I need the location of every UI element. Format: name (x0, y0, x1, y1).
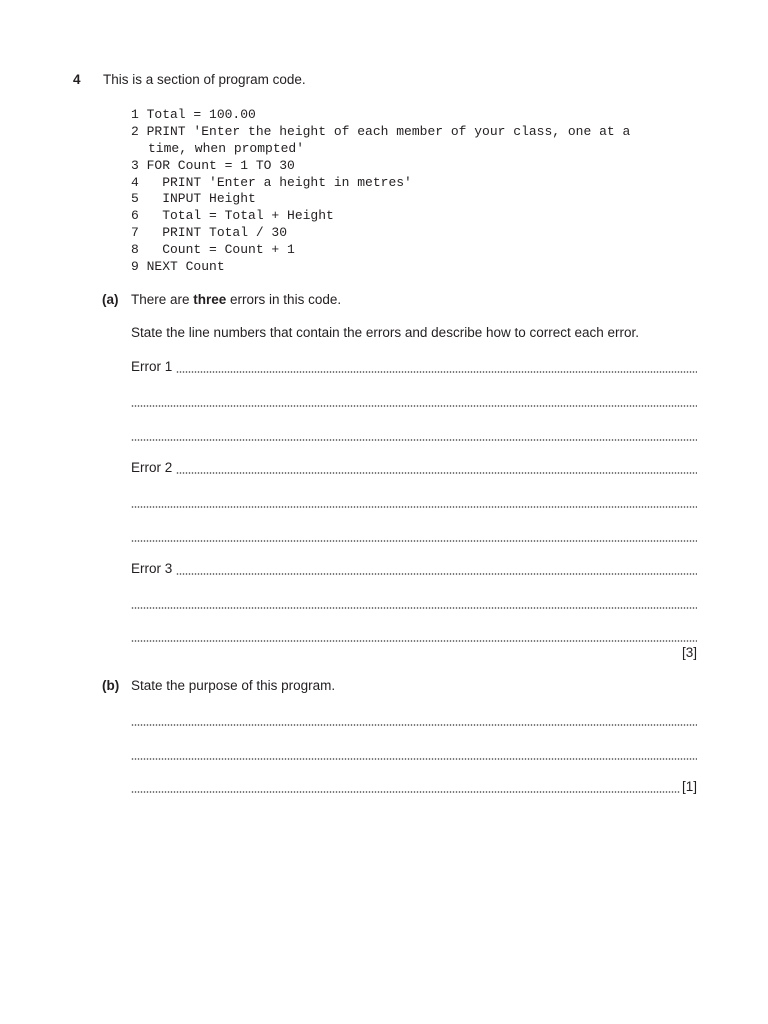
part-b-label: (b) (102, 678, 120, 693)
code-line: 5 INPUT Height (131, 191, 256, 207)
answer-dots (131, 746, 697, 760)
error-1-answer-line-2[interactable] (131, 393, 697, 408)
code-line: 6 Total = Total + Height (131, 208, 334, 224)
part-a-text-after: errors in this code. (226, 292, 342, 307)
part-b-question: State the purpose of this program. (131, 678, 336, 693)
part-a-instruction: State the line numbers that contain the errors and describe how to correct each error. (131, 325, 640, 340)
code-line: 7 PRINT Total / 30 (131, 225, 288, 241)
part-a-text-bold: three (193, 292, 227, 307)
part-a-label: (a) (102, 292, 119, 307)
answer-dots (176, 460, 697, 474)
code-line: 3 FOR Count = 1 TO 30 (131, 157, 295, 173)
part-b-answer-line-3[interactable] (131, 779, 697, 794)
error-3-answer-line-2[interactable] (131, 595, 697, 610)
answer-dots (131, 595, 697, 609)
code-line: 4 PRINT 'Enter a height in metres' (131, 174, 412, 190)
error-2-answer-line-2[interactable] (131, 494, 697, 509)
code-line-continuation: time, when prompted' (148, 140, 305, 156)
part-a-text-before: There are (131, 292, 194, 307)
answer-dots (131, 779, 680, 793)
code-line: 1 Total = 100.00 (131, 107, 256, 122)
error-2-answer-line-3[interactable] (131, 528, 697, 543)
error-1-answer-line-3[interactable] (131, 427, 697, 442)
question-number: 4 (73, 72, 81, 87)
part-b-answer-line-2[interactable] (131, 746, 697, 761)
error-2-answer-line[interactable] (131, 460, 697, 475)
answer-dots (131, 494, 697, 508)
answer-dots (176, 359, 697, 373)
code-line: 9 NEXT Count (131, 259, 225, 275)
code-block (131, 107, 630, 276)
code-line: 2 PRINT 'Enter the height of each member of your class, one at a (131, 123, 631, 139)
part-a-marks: [3] (681, 645, 697, 660)
error-1-answer-line[interactable] (131, 359, 697, 374)
answer-dots (131, 427, 697, 441)
code-line: 8 Count = Count + 1 (131, 242, 295, 258)
error-2-label: Error 2 (131, 460, 173, 475)
question-intro: This is a section of program code. (103, 72, 306, 87)
part-b-answer-line-1[interactable] (131, 712, 697, 727)
error-3-label: Error 3 (131, 561, 173, 576)
answer-dots (131, 393, 697, 407)
part-b-marks: [1] (681, 779, 697, 794)
error-3-answer-line[interactable] (131, 561, 697, 576)
answer-dots (176, 561, 697, 575)
answer-dots (131, 712, 697, 726)
part-a-question (131, 292, 341, 307)
error-3-answer-line-3[interactable] (131, 628, 697, 643)
error-1-label: Error 1 (131, 359, 173, 374)
answer-dots (131, 528, 697, 542)
answer-dots (131, 628, 697, 642)
